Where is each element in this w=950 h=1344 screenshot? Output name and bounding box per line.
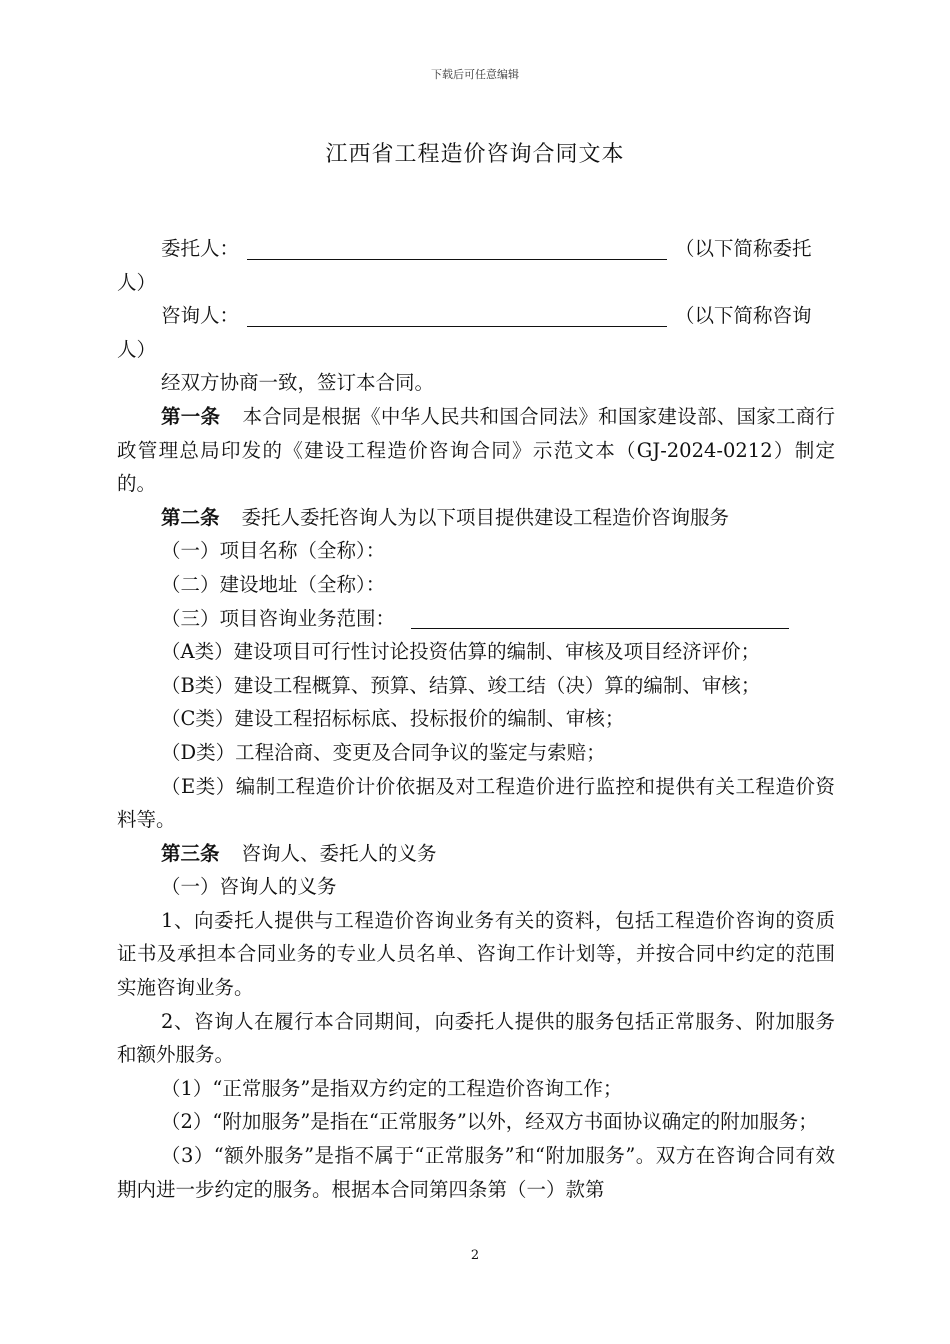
category-e: （E类）编制工程造价计价依据及对工程造价进行监控和提供有关工程造价资料等。 (117, 774, 835, 832)
category-a: （A类）建设项目可行性讨论投资估算的编制、审核及项目经济评价； (161, 640, 761, 664)
duty-2-2: （2）“附加服务”是指在“正常服务”以外，经双方书面协议确定的附加服务； (161, 1110, 818, 1134)
consultant-line (117, 299, 835, 333)
article-1 (117, 400, 835, 501)
article-3 (117, 837, 835, 871)
consultant-suffix: （以下简称咨询 (675, 304, 812, 328)
project-scope-line (117, 602, 835, 636)
duty-2-1: （1）“正常服务”是指双方约定的工程造价咨询工作； (161, 1076, 623, 1100)
page-number: 2 (470, 1248, 480, 1263)
duty-1: 1、向委托人提供与工程造价咨询业务有关的资料，包括工程造价咨询的资质证书及承担本合同业务的专业人员名单、咨询工作计划等，并按合同中约定的范围实施咨询业务。 (117, 908, 835, 1000)
project-scope-blank (411, 604, 789, 629)
project-name-item: （一）项目名称（全称）： (161, 539, 386, 563)
article-1-text: 本合同是根据《中华人民共和国合同法》和国家建设部、国家工商行政管理总局印发的《建设工程造价咨询合同》示范文本（GJ-2024-0212）制定的。 (117, 404, 835, 496)
document-title: 江西省工程造价咨询合同文本 (325, 142, 625, 167)
duty-2: 2、咨询人在履行本合同期间，向委托人提供的服务包括正常服务、附加服务和额外服务。 (117, 1009, 835, 1067)
project-address-item: （二）建设地址（全称）： (161, 572, 386, 596)
consultant-label: 咨询人： (161, 304, 240, 328)
page-header: 下载后可任意编辑 (431, 68, 519, 81)
consultant-blank (247, 302, 667, 327)
project-scope-item: （三）项目咨询业务范围： (161, 606, 396, 630)
article-3-text: 咨询人、委托人的义务 (241, 841, 437, 865)
intro-paragraph: 经双方协商一致，签订本合同。 (161, 371, 435, 395)
client-suffix-cont: 人） (117, 270, 157, 294)
document-body (117, 232, 835, 1206)
consultant-suffix-cont: 人） (117, 337, 157, 361)
client-blank (247, 235, 667, 260)
duty-2-3: （3）“额外服务”是指不属于“正常服务”和“附加服务”。双方在咨询合同有效期内进一步约定的服务。根据本合同第四条第（一）款第 (117, 1144, 835, 1201)
client-suffix: （以下简称委托 (675, 237, 812, 260)
article-1-heading: 第一条 (161, 404, 221, 428)
article-3-heading: 第三条 (161, 841, 220, 865)
article-2 (117, 501, 835, 535)
consultant-duties-heading: （一）咨询人的义务 (161, 875, 337, 899)
article-2-heading: 第二条 (161, 505, 220, 529)
category-b: （B类）建设工程概算、预算、结算、竣工结（决）算的编制、审核； (161, 673, 761, 697)
client-line (117, 232, 835, 266)
client-label: 委托人： (161, 237, 240, 260)
article-2-text: 委托人委托咨询人为以下项目提供建设工程造价咨询服务 (241, 505, 730, 529)
category-c: （C类）建设工程招标标底、投标报价的编制、审核； (161, 707, 625, 731)
category-d: （D类）工程洽商、变更及合同争议的鉴定与索赔； (161, 740, 606, 764)
